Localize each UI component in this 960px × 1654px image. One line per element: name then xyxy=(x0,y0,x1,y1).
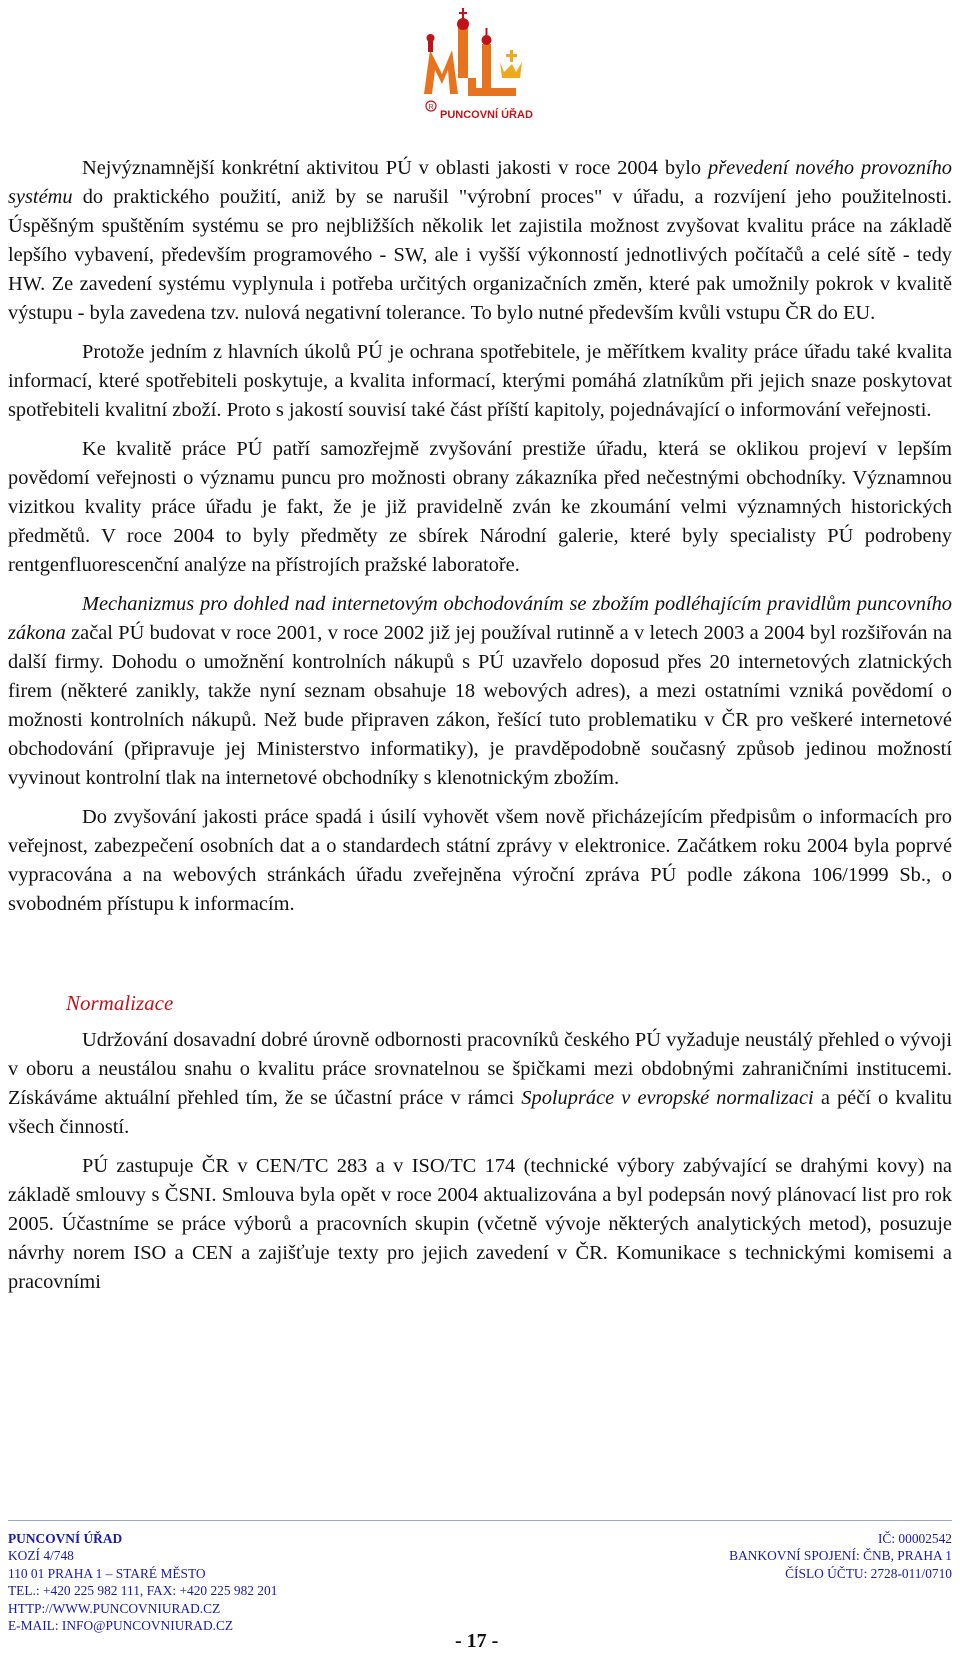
document-body xyxy=(8,154,952,1307)
footer-email: E-MAIL: INFO@PUNCOVNIURAD.CZ xyxy=(8,1618,234,1634)
svg-text:PUNCOVNÍ ÚŘAD: PUNCOVNÍ ÚŘAD xyxy=(440,109,533,121)
footer-address xyxy=(8,1530,277,1634)
page-number: - 17 - xyxy=(455,1630,499,1652)
puncovni-urad-logo xyxy=(404,2,550,132)
footer-website: HTTP://WWW.PUNCOVNIURAD.CZ xyxy=(8,1600,221,1616)
footer-phone: TEL.: +420 225 982 111, FAX: +420 225 982 201 xyxy=(8,1583,278,1599)
paragraph: Mechanizmus pro dohled nad internetovým obchodováním se zbožím podléhajícím pravidlům puncovního zákona začal PÚ budovat v roce 2001, v roce 2002 již jej používal rutinně a v letech 2003 a 2004 byl rozšiřován na další firmy. Dohodu o umožnění kontrolních nákupů s PÚ uzavřelo doposud přes 20 internetových zlatnických firem (některé zanikly, takže nyní seznam obsahuje 18 webových adres), a mezi ostatními vzniká povědomí o možnosti kontrolních nákupů. Než bude připraven zákon, řešící tuto problematiku v ČR pro veškeré internetové obchodování (připravuje jej Ministerstvo informatiky), je pravděpodobně současný způsob jedinou možností vyvinout kontrolní tlak na internetové obchodníky s klenotnickým zbožím. xyxy=(8,593,952,789)
footer-street: KOZÍ 4/748 xyxy=(8,1548,74,1564)
paragraph: Do zvyšování jakosti práce spadá i úsilí vyhovět všem nově přicházejícím předpisům o informacích pro veřejnost, zabezpečení osobních dat a o standardech státní zprávy v elektronice. Začátkem roku 2004 byla poprvé vypracována a na webových stránkách úřadu zveřejněna výroční zpráva PÚ podle zákona 106/1999 Sb., o svobodném přístupu k informacím. xyxy=(8,806,952,915)
paragraph: PÚ zastupuje ČR v CEN/TC 283 a v ISO/TC 174 (technické výbory zabývající se drahými kovy) na základě smlouvy s ČSNI. Smlouva byla opět v roce 2004 aktualizována a byl podepsán nový plánovací list pro rok 2005. Účastníme se práce výborů a pracovních skupin (včetně vývoje některých analytických metod), posuzuje návrhy norem ISO a CEN a zajišťuje texty pro jejich zavedení v ČR. Komunikace s technickými komisemi a pracovními xyxy=(8,1155,952,1293)
paragraph: Udržování dosavadní dobré úrovně odbornosti pracovníků českého PÚ vyžaduje neustálý přehled o vývoji v oboru a neustálou snahu o kvalitu práce srovnatelnou se špičkami mezi obdobnými zahraničními institucemi. Získáváme aktuální přehled tím, že se účastní práce v rámci Spolupráce v evropské normalizaci a péčí o kvalitu všech činností. xyxy=(8,1029,952,1138)
section-heading: Normalizace xyxy=(66,991,174,1015)
paragraph: Nejvýznamnější konkrétní aktivitou PÚ v oblasti jakosti v roce 2004 bylo převedení nového provozního systému do praktického použití, aniž by se narušil "výrobní proces" v úřadu, a rozvíjení jeho použitelnosti. Úspěšným spuštěním systému se pro nejbližších několik let zajistila možnost zvyšovat kvalitu práce na základě lepšího vybavení, především programového - SW, ale i vyšší výkonností jednotlivých počítačů a celé sítě - tedy HW. Ze zavedení systému vyplynula i potřeba určitých organizačních změn, které pak umožnily pokrok v kvalitě výstupu - byla zavedena tzv. nulová negativní tolerance. To bylo nutné především kvůli vstupu ČR do EU. xyxy=(8,157,952,324)
footer-city: 110 01 PRAHA 1 – STARÉ MĚSTO xyxy=(8,1565,206,1581)
footer-bank-info xyxy=(729,1530,952,1582)
paragraph: Ke kvalitě práce PÚ patří samozřejmě zvyšování prestiže úřadu, která se oklikou projeví v lepším povědomí veřejnosti o významu puncu pro možnosti obrany zákazníka před nečestnými obchodníky. Významnou vizitkou kvality práce úřadu je fakt, že je již pravidelně zván ke zkoumání velmi významných historických předmětů. V roce 2004 to byly předměty ze sbírek Národní galerie, které byly specialisty PÚ podrobeny rentgenfluorescenční analýze na přístrojích pražské laboratoře. xyxy=(8,438,952,576)
svg-text:R: R xyxy=(428,104,434,111)
footer-account: ČÍSLO ÚČTU: 2728-011/0710 xyxy=(785,1565,952,1581)
footer-org-name: PUNCOVNÍ ÚŘAD xyxy=(8,1531,123,1546)
footer-divider xyxy=(8,1520,952,1521)
footer-bank: BANKOVNÍ SPOJENÍ: ČNB, PRAHA 1 xyxy=(729,1548,952,1564)
paragraph: Protože jedním z hlavních úkolů PÚ je ochrana spotřebitele, je měřítkem kvality práce úřadu také kvalita informací, které spotřebiteli poskytuje, a kvalita informací, kterými pomáhá zlatníkům při jejich snaze poskytovat spotřebiteli kvalitní zboží. Proto s jakostí souvisí také část příští kapitoly, pojednávající o informování veřejnosti. xyxy=(8,341,952,421)
footer-ic: IČ: 00002542 xyxy=(877,1531,952,1546)
